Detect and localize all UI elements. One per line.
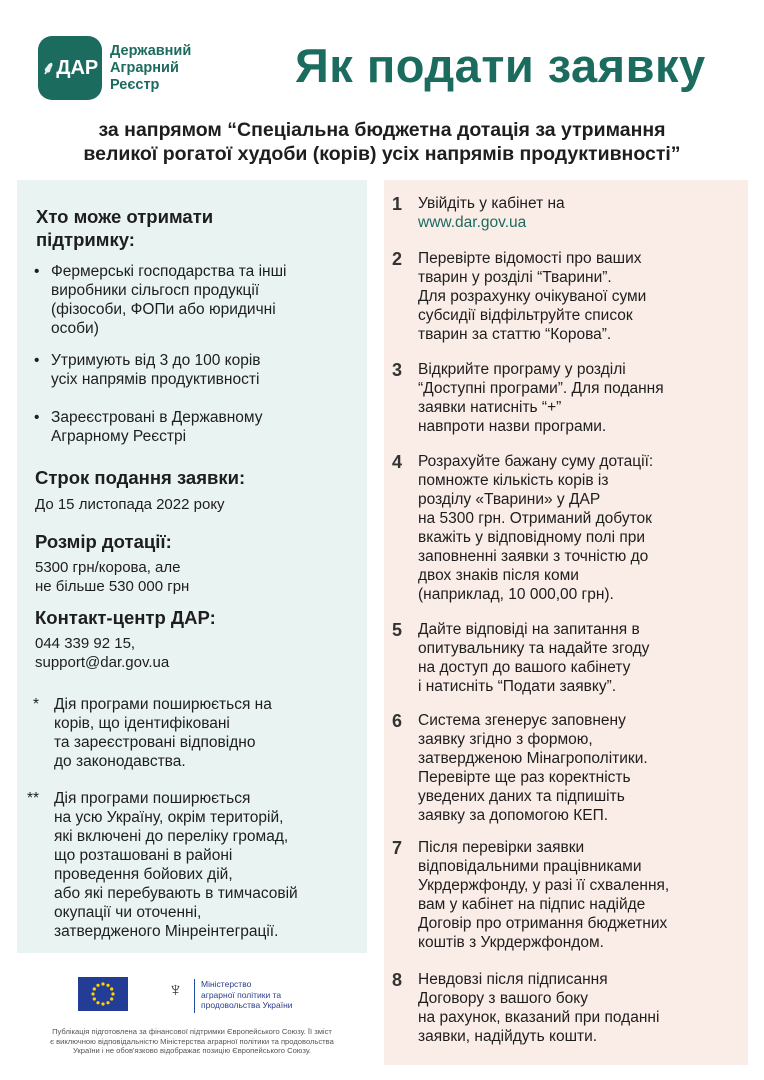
amount-heading: Розмір дотації:: [35, 531, 172, 552]
contact-heading: Контакт-центр ДАР:: [35, 607, 216, 628]
eu-disclaimer: Публікація підготовлена за фінансової підтримки Європейського Союзу. Її зміст є виключною відповідальністю Міністерства аграрної політики та продовольства України і не обов'язково відображає позицію Європейського Союзу.: [50, 1027, 334, 1056]
page-subtitle: за напрямом “Спеціальна бюджетна дотація за утримання великої рогатої худоби (корів) усіх напрямів продуктивності”: [83, 119, 681, 165]
deadline-text: До 15 листопада 2022 року: [35, 496, 225, 513]
amount-text: 5300 грн/корова, але не більше 530 000 грн: [35, 559, 190, 595]
deadline-heading: Строк подання заявки:: [35, 467, 246, 488]
eligibility-heading: Хто може отримати підтримку:: [36, 206, 214, 250]
dar-website-link[interactable]: www.dar.gov.ua: [418, 214, 527, 231]
dar-logo-text: Державний Аграрний Реєстр: [110, 42, 192, 93]
eu-flag-icon: [78, 977, 128, 1011]
ministry-logo: ♆ Міністерство аграрної політики та продовольства України: [168, 979, 341, 1013]
wheat-icon: ⸙: [41, 58, 56, 78]
page-title: Як подати заявку: [295, 39, 706, 92]
dar-logo-badge: ⸙ ДАР: [38, 36, 102, 100]
dar-logo: [38, 36, 191, 100]
contact-text: 044 339 92 15, support@dar.gov.ua: [35, 635, 170, 671]
trident-icon: ♆: [168, 979, 183, 1001]
